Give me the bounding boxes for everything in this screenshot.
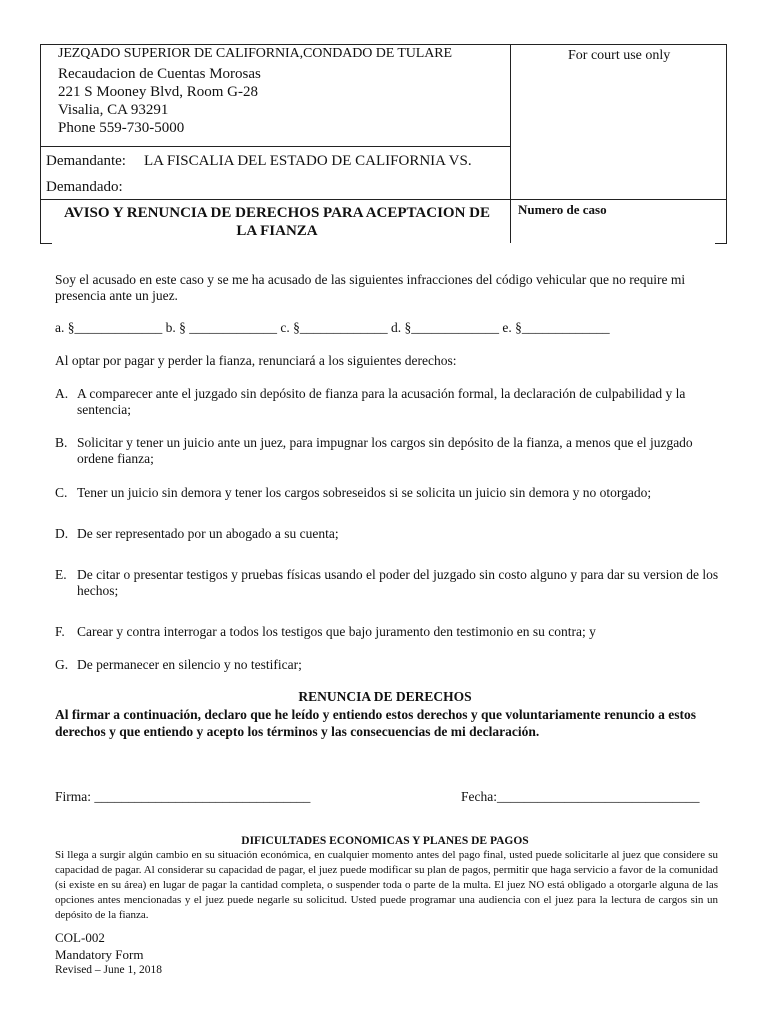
court-address-line-3: Visalia, CA 93291 (58, 102, 169, 118)
court-phone: Phone 559-730-5000 (58, 120, 185, 136)
right-text: A comparecer ante el juzgado sin depósito de fianza para la acusación formal, la declaración de culpabilidad y la sentencia; (77, 386, 686, 417)
court-address-line-1: Recaudacion de Cuentas Morosas (58, 66, 261, 82)
form-title-line-2: LA FIANZA (236, 223, 318, 239)
right-item-e (55, 567, 720, 599)
form-title (44, 204, 510, 240)
caption-bottom-gap (52, 243, 715, 246)
right-item-g (55, 657, 720, 673)
caption-divider-parties (40, 146, 511, 147)
right-letter: D. (55, 526, 69, 541)
intro-paragraph: Soy el acusado en este caso y se me ha acusado de las siguientes infracciones del código vehicular que no require mi presencia ante un juez. (55, 272, 686, 303)
right-item-f (55, 624, 720, 640)
waiver-text: Al firmar a continuación, declaro que he leído y entiendo estos derechos y que voluntariamente renuncio a estos derechos y que entiendo y acepto los términos y las consecuencias de mi declaración. (55, 707, 696, 739)
right-text: De ser representado por un abogado a su cuenta; (77, 526, 339, 541)
right-text: De citar o presentar testigos y pruebas físicas usando el poder del juzgado sin costo alguno y para dar su version de los hechos; (77, 567, 719, 598)
right-item-c (55, 485, 720, 501)
court-use-label: For court use only (568, 48, 671, 63)
right-item-d (55, 526, 720, 542)
right-letter: F. (55, 624, 65, 639)
caption-divider-title (40, 199, 727, 200)
right-item-a (55, 386, 720, 418)
hardship-title: DIFICULTADES ECONOMICAS Y PLANES DE PAGOS (241, 835, 529, 847)
plaintiff-label: Demandante: (46, 153, 126, 169)
right-letter: C. (55, 485, 68, 500)
right-item-b (55, 435, 720, 467)
right-letter: B. (55, 435, 68, 450)
hardship-text: Si llega a surgir algún cambio en su situación económica, en cualquier momento antes del pago final, usted puede solicitarle al juez que considere su capacidad de pagar. Al considerar su capacidad de pagar, el juez puede modificar su plan de pagos, permitir que haga servicio a favor de la comunidad (si existe en su área) en lugar de pagar la cantidad completa, o suspender toda o parte de la multa. El juez NO está obligado a otorgarle alguna de las opciones antes mencionadas y el juez puede negarle su solicitud. Usted puede programar una audiencia con el juez para la lectura de cargos sin un depósito de la fianza. (55, 849, 718, 921)
plaintiff-value: LA FISCALIA DEL ESTADO DE CALIFORNIA VS. (144, 153, 472, 169)
right-letter: E. (55, 567, 67, 582)
court-address-line-2: 221 S Mooney Blvd, Room G-28 (58, 84, 259, 100)
caption-divider-vertical (510, 44, 511, 245)
signature-field[interactable]: Firma: ________________________________ (55, 789, 311, 804)
revised-date: Revised – June 1, 2018 (55, 964, 163, 976)
right-text: Solicitar y tener un juicio ante un juez, para impugnar los cargos sin depósito de la fianza, a menos que el juzgado ordene fianza; (77, 435, 693, 466)
violation-code-fields: a. §_____________ b. § _____________ c. §_____________ d. §_____________ e. §_____________ (55, 320, 610, 335)
right-text: Carear y contra interrogar a todos los testigos que bajo juramento den testimonio en su contra; y (77, 624, 596, 639)
form-type: Mandatory Form (55, 947, 144, 962)
form-title-line-1: AVISO Y RENUNCIA DE DERECHOS PARA ACEPTACION DE (63, 205, 491, 221)
waiver-title: RENUNCIA DE DERECHOS (298, 689, 472, 704)
defendant-label: Demandado: (46, 179, 123, 195)
right-text: De permanecer en silencio y no testificar; (77, 657, 302, 672)
case-number-label: Numero de caso (518, 202, 607, 217)
court-name: JEZQADO SUPERIOR DE CALIFORNIA,CONDADO DE TULARE (58, 46, 452, 61)
date-field[interactable]: Fecha:______________________________ (461, 789, 700, 804)
right-letter: A. (55, 386, 69, 401)
waive-intro: Al optar por pagar y perder la fianza, renunciará a los siguientes derechos: (55, 353, 457, 368)
form-code: COL-002 (55, 930, 105, 945)
right-text: Tener un juicio sin demora y tener los cargos sobreseidos si se solicita un juicio sin demora y no otorgado; (77, 485, 652, 500)
right-letter: G. (55, 657, 69, 672)
